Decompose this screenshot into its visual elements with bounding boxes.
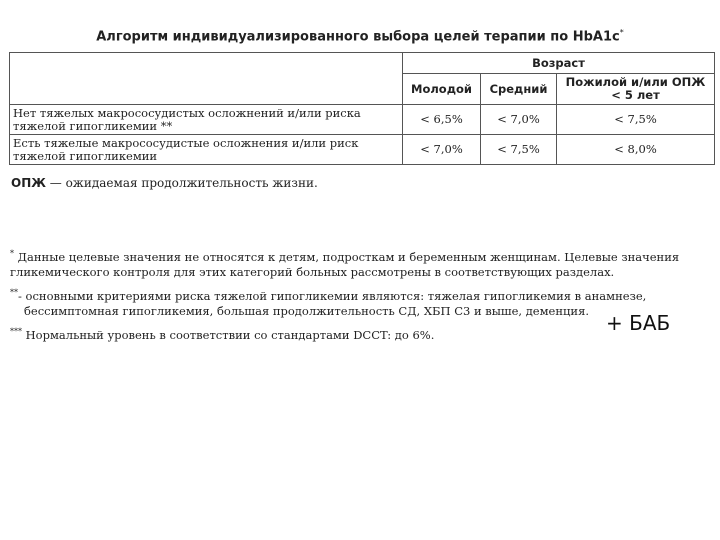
target-value: < 8,0% <box>557 135 715 165</box>
footnote-text: Нормальный уровень в соответствии со стандартами DCCT: до 6%. <box>25 327 435 342</box>
footnote-1 <box>10 246 718 280</box>
footnote-text: - основными критериями риска тяжелой гипогликемии являются: тяжелая гипогликемия в анамнезе, бессимптомная гипогликемия, большая продолжительность СД, ХБП С3 и выше, деменция. <box>18 288 647 318</box>
abbreviation-term: ОПЖ <box>11 176 46 190</box>
footnote-marker: * <box>10 249 14 258</box>
footnote-text: Данные целевые значения не относятся к детям, подросткам и беременным женщинам. Целевые значения гликемического контроля для этих категорий больных рассмотрены в соответствующих разделах. <box>10 249 680 279</box>
handwritten-note: + БАБ <box>606 311 671 335</box>
hba1c-targets-table <box>9 52 715 165</box>
footnote-marker: *** <box>10 326 22 336</box>
title-text: Алгоритм индивидуализированного выбора целей терапии по HbA1c <box>96 29 620 45</box>
row-condition: Нет тяжелых макрососудистых осложнений и/или риска тяжелой гипогликемии ** <box>10 105 403 135</box>
column-header-young: Молодой <box>403 74 481 105</box>
target-value: < 7,0% <box>481 105 557 135</box>
row-condition: Есть тяжелые макрососудистые осложнения и/или риск тяжелой гипогликемии <box>10 135 403 165</box>
table-row <box>10 105 715 135</box>
target-value: < 7,0% <box>403 135 481 165</box>
table-row <box>10 135 715 165</box>
age-group-header: Возраст <box>403 53 715 74</box>
abbreviation-definition: — ожидаемая продолжительность жизни. <box>49 176 318 190</box>
target-value: < 7,5% <box>557 105 715 135</box>
abbreviation-note <box>11 176 318 190</box>
title-footnote-mark: * <box>619 28 624 37</box>
table-group-header-row <box>10 53 715 74</box>
target-value: < 7,5% <box>481 135 557 165</box>
footnote-marker: ** <box>10 287 18 297</box>
column-header-middle: Средний <box>481 74 557 105</box>
table-title <box>0 28 720 44</box>
target-value: < 6,5% <box>403 105 481 135</box>
column-header-elderly: Пожилой и/или ОПЖ < 5 лет <box>557 74 715 105</box>
table-corner-cell <box>10 53 403 105</box>
